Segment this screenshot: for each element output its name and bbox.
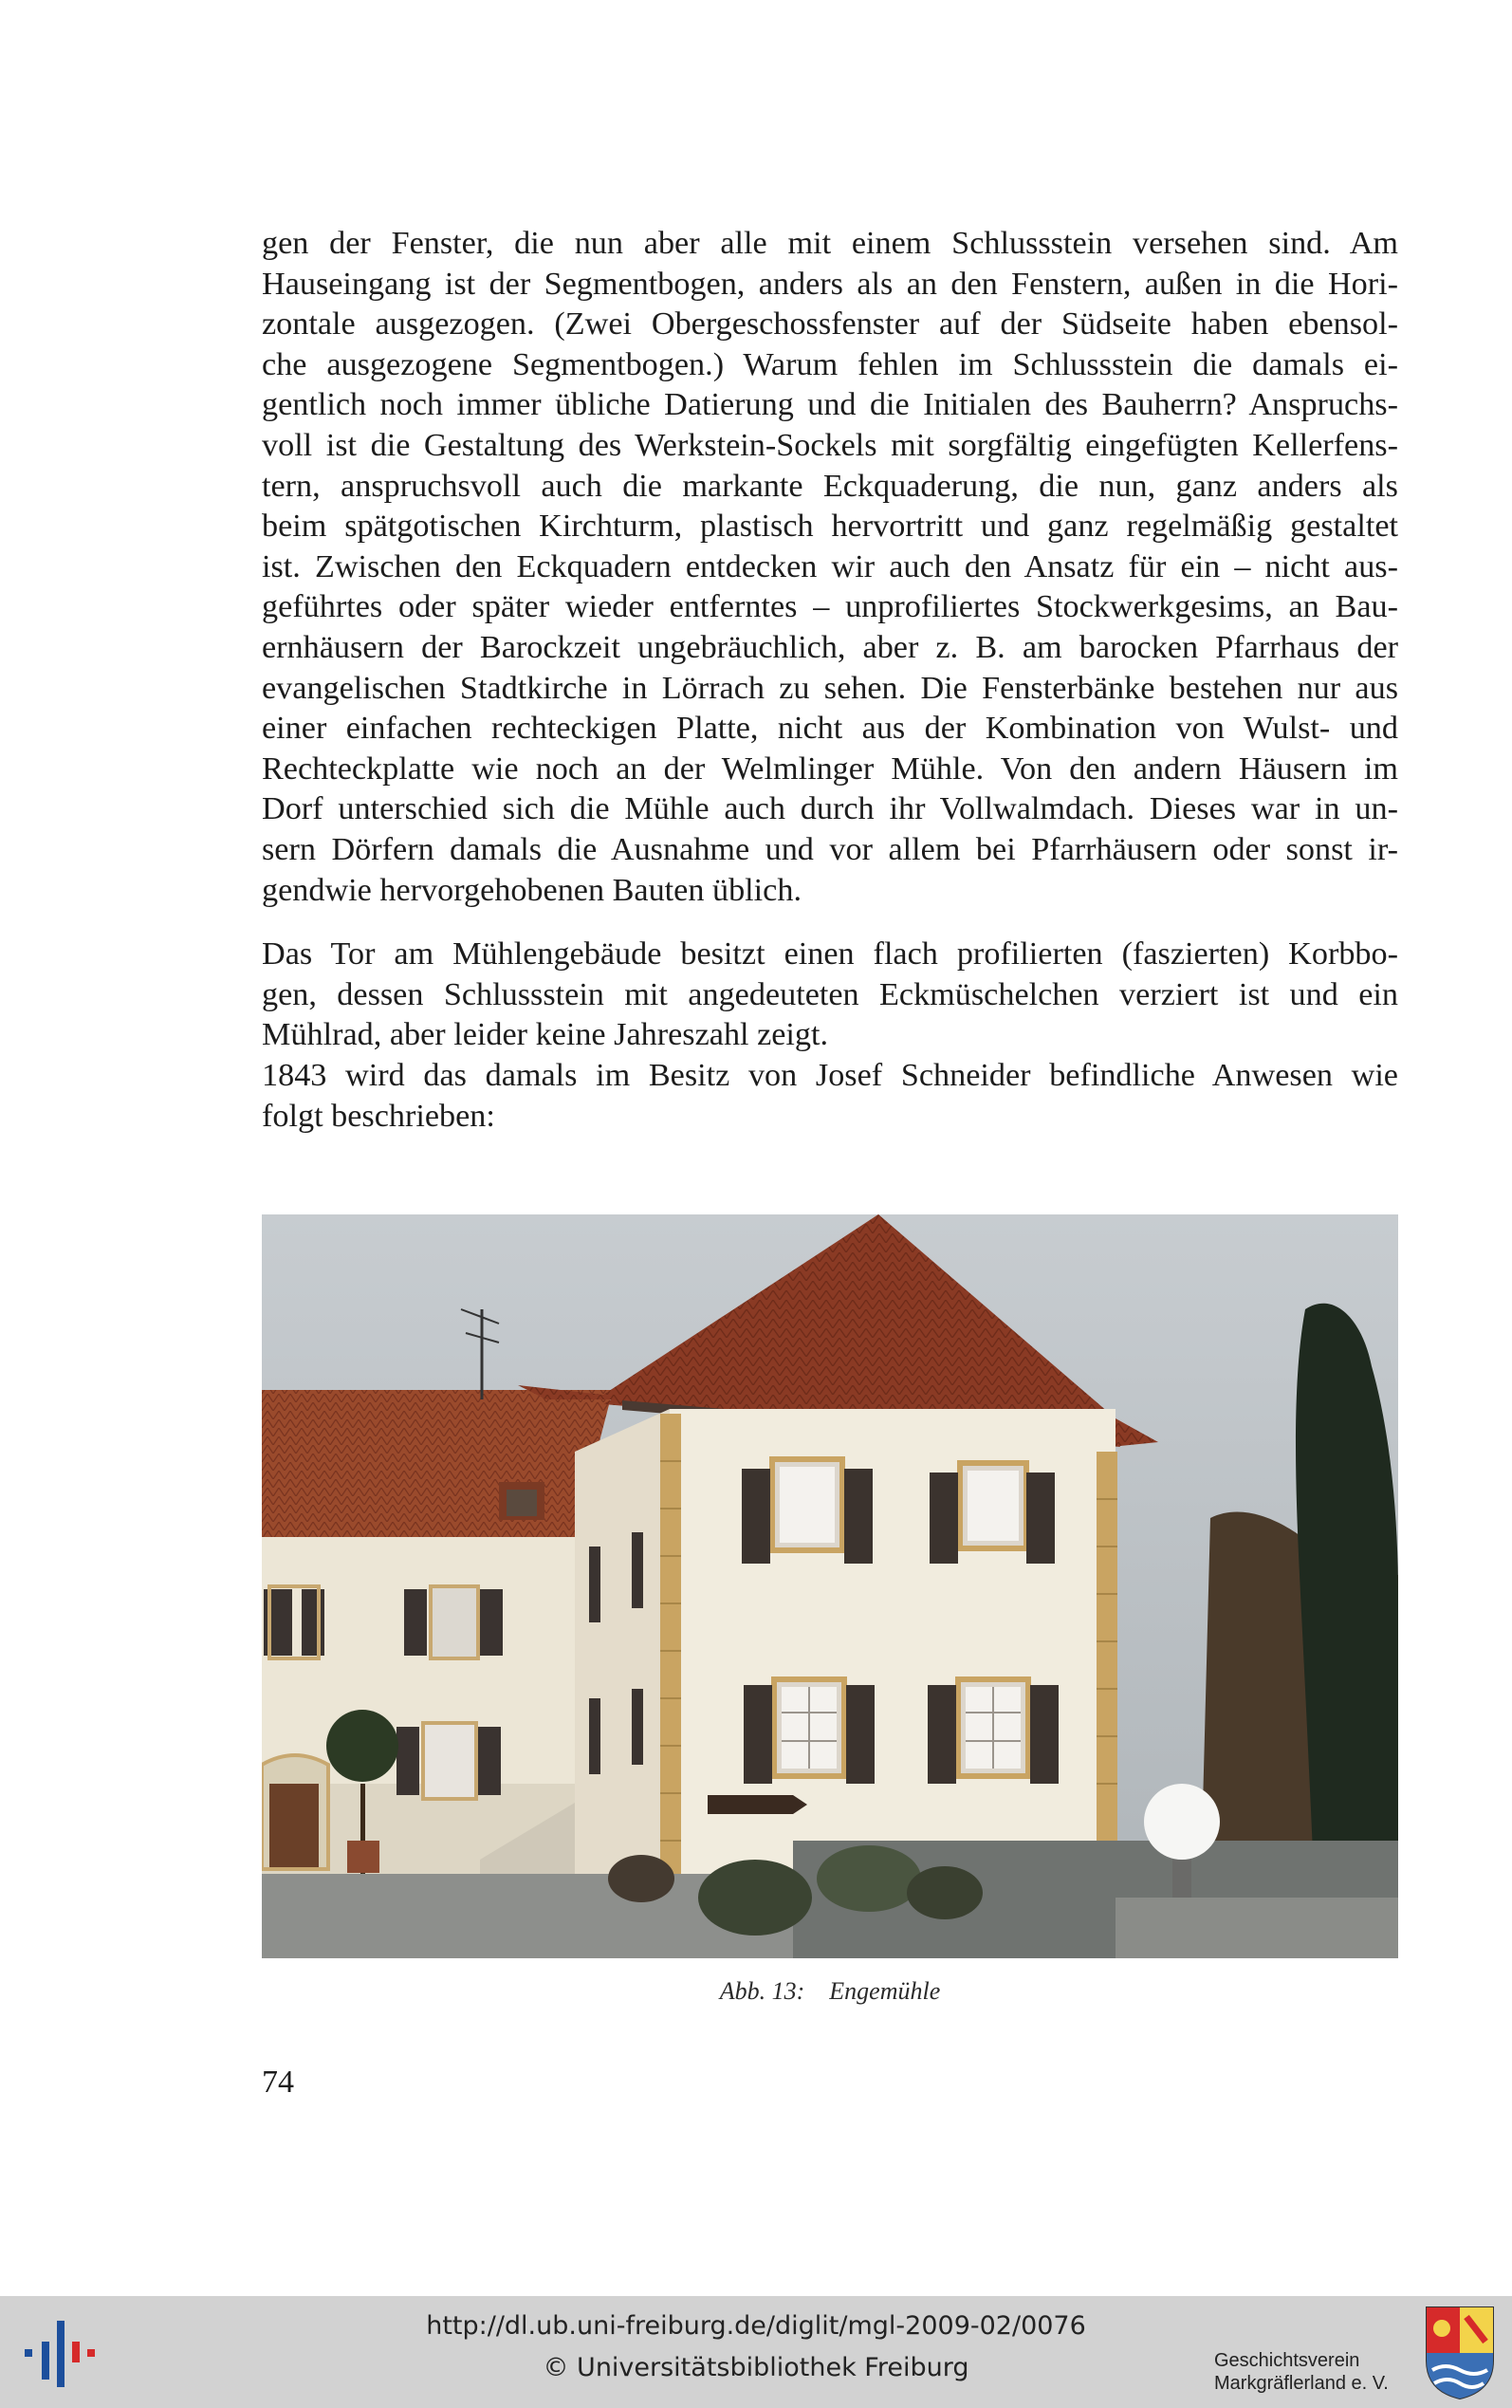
text-line: folgt beschrieben: <box>262 1098 495 1134</box>
text-line: Rechteckplatte wie noch an der Welmlinger Mühle. Von den andern Häusern im <box>262 750 1398 787</box>
text-line: Dorf unterschied sich die Mühle auch durch ihr Vollwalmdach. Dieses war in un- <box>262 791 1398 827</box>
text-line: sern Dörfern damals die Ausnahme und vor allem bei Pfarrhäusern oder sonst ir- <box>262 831 1398 867</box>
society-line-1: Geschichtsverein <box>1214 2350 1360 2371</box>
text-line: ernhäusern der Barockzeit ungebräuchlich, aber z. B. am barocken Pfarrhaus der <box>262 629 1398 665</box>
figure-photo-engemuehle <box>262 1214 1398 1958</box>
text-line: gendwie hervorgehobenen Bauten üblich. <box>262 872 802 908</box>
text-line: zontale ausgezogen. (Zwei Obergeschossfenster auf der Südseite haben ebensol- <box>262 306 1398 343</box>
society-line-2: Markgräflerland e. V. <box>1214 2373 1389 2394</box>
text-line: Hauseingang ist der Segmentbogen, anders als an den Fenstern, außen in die Hori- <box>262 266 1398 302</box>
footer-url-link[interactable]: http://dl.ub.uni-freiburg.de/diglit/mgl-2009-02/0076 <box>426 2311 1086 2341</box>
footer-bar <box>0 2296 1512 2408</box>
paragraph-2 <box>262 935 1398 1056</box>
page-number: 74 <box>262 2065 294 2100</box>
text-line: evangelischen Stadtkirche in Lörrach zu sehen. Die Fensterbänke bestehen nur aus <box>262 670 1398 706</box>
text-line: Das Tor am Mühlengebäude besitzt einen flach profilierten (faszierten) Korbbo- <box>262 936 1398 972</box>
text-line: 1843 wird das damals im Besitz von Josef Schneider befindliche Anwesen wie <box>262 1058 1398 1093</box>
footer-copyright: © Universitätsbibliothek Freiburg <box>543 2353 969 2382</box>
text-line: gentlich noch immer übliche Datierung und die Initialen des Bauherrn? Anspruchs- <box>262 387 1398 423</box>
text-line: ist. Zwischen den Eckquadern entdecken wir auch den Ansatz für ein – nicht aus- <box>262 548 1398 584</box>
text-line: Mühlrad, aber leider keine Jahreszahl zeigt. <box>262 1017 829 1053</box>
society-name <box>1214 2349 1404 2395</box>
figure-caption <box>262 1977 1398 2006</box>
text-line: voll ist die Gestaltung des Werkstein-Sockels mit sorgfältig eingefügten Kellerfens- <box>262 427 1398 463</box>
paragraph-3 <box>262 1056 1398 1137</box>
text-line: geführtes oder später wieder entferntes – unprofiliertes Stockwerkgesims, an Bau- <box>262 589 1398 625</box>
caption-label: Abb. 13: <box>719 1977 805 2005</box>
text-line: tern, anspruchsvoll auch die markante Eckquaderung, die nun, ganz anders als <box>262 468 1398 504</box>
paragraph-1 <box>262 224 1398 911</box>
text-line: gen, dessen Schlussstein mit angedeuteten Eckmüschelchen verziert ist und ein <box>262 976 1398 1012</box>
text-line: che ausgezogene Segmentbogen.) Warum fehlen im Schlussstein die damals ei- <box>262 346 1398 382</box>
text-line: einer einfachen rechteckigen Platte, nicht aus der Kombination von Wulst- und <box>262 711 1398 747</box>
caption-title: Engemühle <box>829 1977 941 2005</box>
coat-of-arms-icon <box>1423 2304 1497 2400</box>
text-line: gen der Fenster, die nun aber alle mit einem Schlussstein versehen sind. Am <box>262 226 1398 261</box>
text-line: beim spätgotischen Kirchturm, plastisch hervortritt und ganz regelmäßig gestaltet <box>262 509 1398 545</box>
